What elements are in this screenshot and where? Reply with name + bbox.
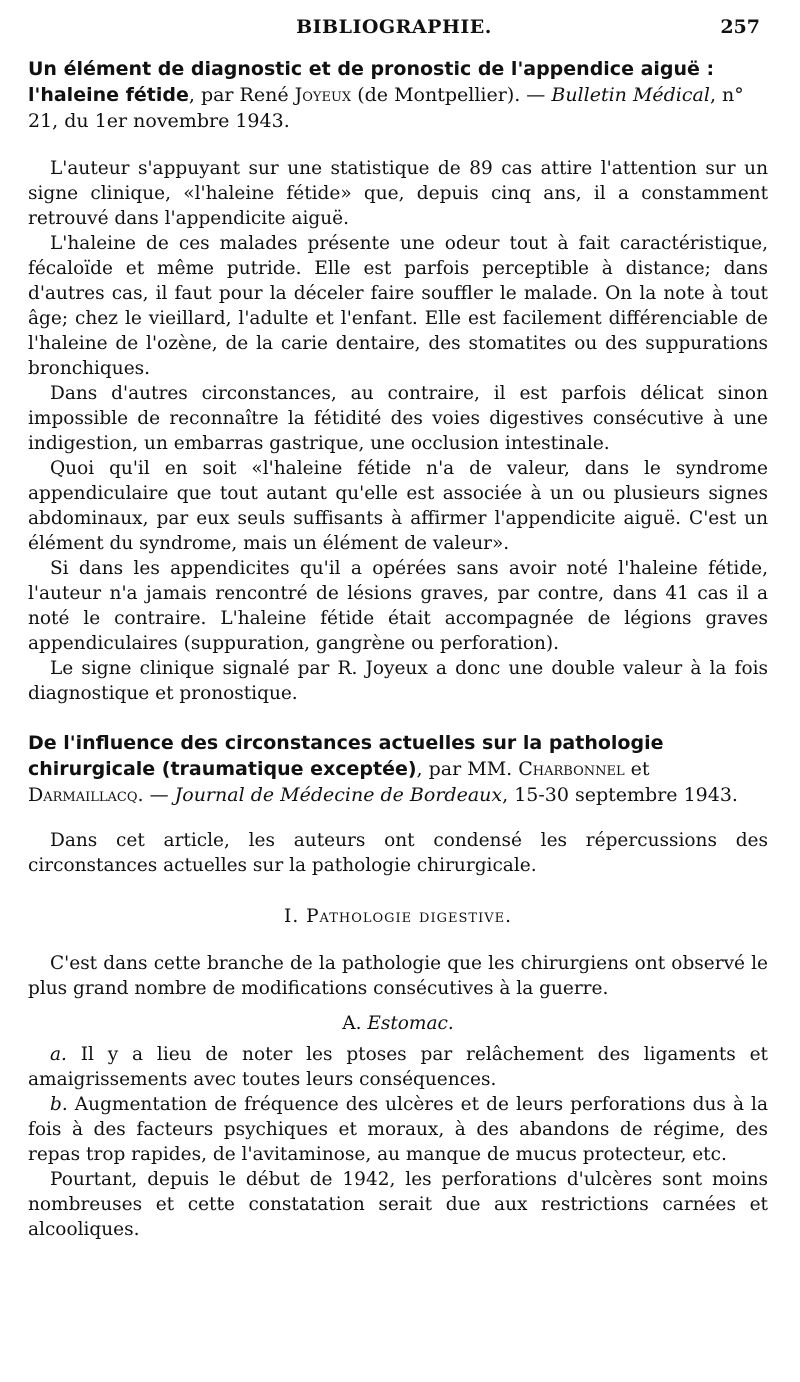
article-1-citation: , n° 21, du 1er novembre 1943.	[28, 84, 744, 132]
list-item-label: a.	[50, 1044, 67, 1065]
section-heading: I. Pathologie digestive.	[284, 906, 512, 927]
article-1-affiliation: (de Montpellier). —	[351, 84, 552, 106]
article-2-and: et	[624, 758, 650, 780]
article-1-journal: Bulletin Médical	[551, 84, 710, 106]
article-2-journal: Journal de Médecine de Bordeaux	[174, 784, 503, 806]
article-2	[28, 730, 768, 1242]
closing-paragraph: Pourtant, depuis le début de 1942, les perforations d'ulcères sont moins nombreuses et cette constatation serait due aux restrictions carnées et alcooliques.	[28, 1169, 768, 1240]
list-item-text: Augmentation de fréquence des ulcères et de leurs perforations dus à la fois à des facteurs psychiques et moraux, à des abandons de régime, des repas trop rapides, de l'avitaminose, au manque de mucus protecteur, etc.	[28, 1094, 768, 1165]
list-item-label: b.	[50, 1094, 68, 1115]
article-2-title-main: De l'influence des circonstances actuelles sur la pathologie chirurgicale (traumatique exceptée)	[28, 732, 664, 780]
article-1	[28, 56, 768, 706]
page-header	[28, 16, 760, 48]
article-1-paragraph: Quoi qu'il en soit «l'haleine fétide n'a de valeur, dans le syndrome appendiculaire que tout autant qu'elle est associée à un ou plusieurs signes abdominaux, par eux seuls suffisants à affirmer l'appendicite aiguë. C'est un élément du syndrome, mais un élément de valeur».	[28, 458, 768, 554]
sub-heading	[28, 1013, 768, 1034]
article-1-paragraph: L'haleine de ces malades présente une odeur tout à fait caractéristique, fécaloïde et même putride. Elle est parfois perceptible à distance; dans d'autres cas, il faut pour la déceler faire souffler le malade. On la note à tout âge; chez le vieillard, l'adulte et l'enfant. Elle est facilement différenciable de l'haleine de l'ozène, de la carie dentaire, des stomatites ou des suppurations bronchiques.	[28, 233, 768, 379]
article-1-paragraph: Le signe clinique signalé par R. Joyeux a donc une double valeur à la fois diagnostique et pronostique.	[28, 658, 768, 704]
list-item-text: Il y a lieu de noter les ptoses par relâchement des ligaments et amaigrissements avec toutes leurs conséquences.	[28, 1044, 768, 1090]
section-intro: C'est dans cette branche de la pathologie que les chirurgiens ont observé le plus grand nombre de modifications consécutives à la guerre.	[28, 953, 768, 999]
article-2-title	[28, 730, 768, 808]
article-2-citation: , 15-30 septembre 1943.	[502, 784, 738, 806]
article-1-author: Joyeux	[294, 84, 352, 106]
list-item	[28, 1042, 768, 1092]
sub-heading-title: Estomac.	[367, 1013, 454, 1034]
article-2-intro: Dans cet article, les auteurs ont condensé les répercussions des circonstances actuelles sur la pathologie chirurgicale.	[28, 830, 768, 876]
list-item	[28, 1092, 768, 1167]
article-2-author-1: Charbonnel	[518, 758, 625, 780]
article-1-paragraph: L'auteur s'appuyant sur une statistique de 89 cas attire l'attention sur un signe clinique, «l'haleine fétide» que, depuis cinq ans, il a constamment retrouvé dans l'appendicite aiguë.	[28, 158, 768, 229]
article-1-title-main: Un élément de diagnostic et de pronostic de l'appendice aiguë : l'haleine fétide	[28, 58, 715, 106]
article-2-author-2: Darmaillacq	[28, 784, 138, 806]
running-title: BIBLIOGRAPHIE.	[296, 16, 492, 38]
article-1-paragraph: Si dans les appendicites qu'il a opérées sans avoir noté l'haleine fétide, l'auteur n'a jamais rencontré de lésions graves, par contre, dans 41 cas il a noté le contraire. L'haleine fétide était accompagnée de légions graves appendiculaires (suppuration, gangrène ou perforation).	[28, 558, 768, 654]
article-1-title-by: , par René	[188, 84, 295, 106]
article-2-title-by: , par MM.	[416, 758, 519, 780]
article-1-title	[28, 56, 768, 134]
article-2-dash: . —	[137, 784, 175, 806]
article-1-paragraph: Dans d'autres circonstances, au contraire, il est parfois délicat sinon impossible de reconnaître la fétidité des voies digestives consécutive à une indigestion, un embarras gastrique, une occlusion intestinale.	[28, 383, 768, 454]
page-number: 257	[720, 16, 760, 38]
sub-heading-letter: A.	[342, 1013, 368, 1034]
